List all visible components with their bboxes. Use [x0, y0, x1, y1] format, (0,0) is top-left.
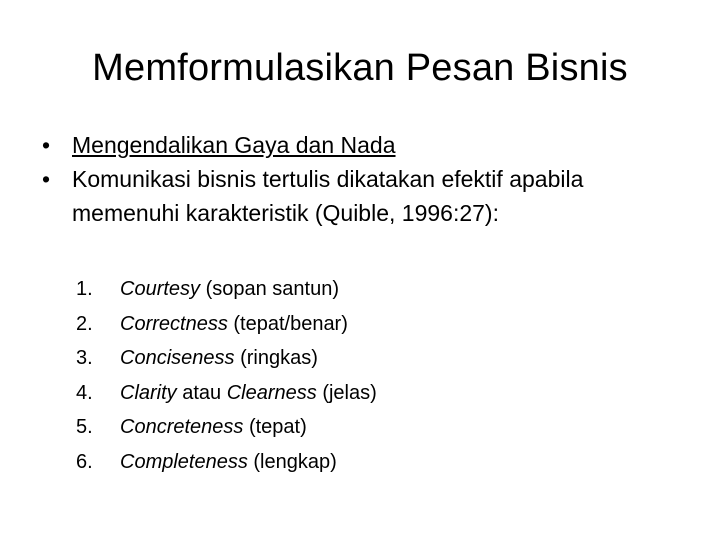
bullet-item: [36, 162, 676, 230]
item-description: (lengkap): [247, 450, 337, 473]
list-item: [76, 376, 377, 411]
item-term-alt: Clearness: [226, 381, 317, 404]
list-item: [76, 410, 377, 445]
item-term: Correctness: [120, 312, 228, 335]
bullet-text-heading: Mengendalikan Gaya dan Nada: [72, 132, 396, 158]
item-term: Completeness: [120, 450, 248, 473]
bullet-icon: •: [41, 132, 51, 158]
item-term: Conciseness: [120, 347, 235, 370]
item-description: (ringkas): [234, 347, 318, 370]
bullet-icon: •: [41, 166, 51, 192]
characteristics-list: [76, 272, 377, 480]
item-term: Clarity: [120, 381, 177, 404]
item-number: 3.: [76, 347, 93, 370]
item-number: 4.: [76, 381, 93, 404]
item-description: (tepat): [243, 416, 307, 439]
list-item: [76, 272, 377, 307]
bullet-item: [36, 128, 676, 162]
item-number: 6.: [76, 450, 93, 473]
item-description: (tepat/benar): [227, 312, 348, 335]
item-number: 2.: [76, 312, 93, 335]
list-item: [76, 445, 377, 480]
item-term: Courtesy: [120, 278, 201, 300]
item-description: (sopan santun): [200, 278, 340, 300]
slide-title: Memformulasikan Pesan Bisnis: [92, 47, 628, 89]
list-item: [76, 341, 377, 376]
bullet-text: Komunikasi bisnis tertulis dikatakan efektif apabila memenuhi karakteristik (Quible, 1996:27):: [72, 166, 584, 226]
item-description: (jelas): [316, 381, 377, 404]
item-number: 1.: [76, 278, 93, 300]
item-term: Concreteness: [120, 416, 244, 439]
bullet-list: [36, 128, 676, 230]
item-number: 5.: [76, 416, 93, 439]
item-connector: atau: [176, 381, 227, 404]
list-item: [76, 307, 377, 342]
